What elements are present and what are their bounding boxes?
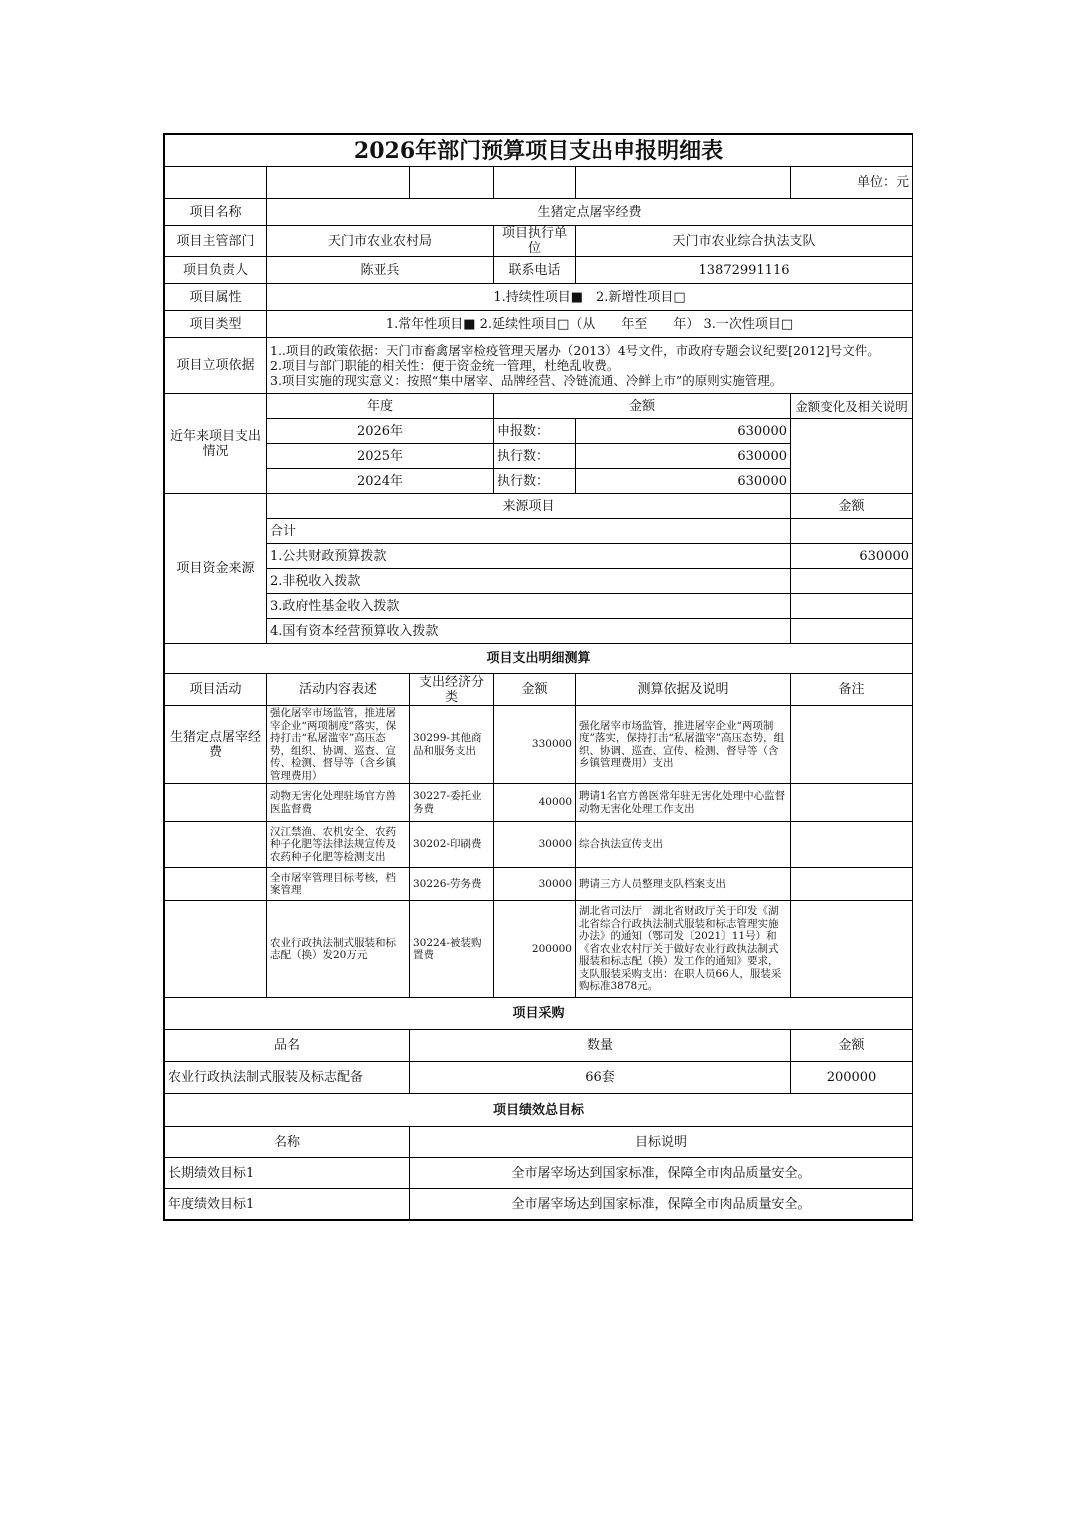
recent-kind: 执行数： (494, 469, 576, 494)
detail-activity (165, 822, 267, 868)
detail-header-remark: 备注 (791, 674, 913, 706)
value-phone: 13872991116 (576, 257, 913, 284)
recent-kind: 执行数： (494, 444, 576, 469)
budget-table (164, 134, 913, 1220)
unit-label: 单位：元 (791, 167, 913, 199)
performance-name: 长期绩效目标1 (165, 1158, 410, 1189)
blank-cell (410, 167, 494, 199)
funding-amount: 630000 (791, 544, 913, 569)
detail-content: 全市屠宰管理目标考核，档案管理 (267, 868, 410, 901)
funding-amount (791, 519, 913, 544)
label-executor: 项目执行单位 (494, 226, 576, 257)
detail-remark (791, 822, 913, 868)
detail-basis: 聘请三方人员整理支队档案支出 (576, 868, 791, 901)
detail-amount: 40000 (494, 784, 576, 822)
detail-content: 汉江禁渔、农机安全、农药种子化肥等法律法规宣传及农药种子化肥等检测支出 (267, 822, 410, 868)
procurement-amount: 200000 (791, 1062, 913, 1094)
blank-cell (165, 167, 267, 199)
detail-basis: 聘请1名官方兽医常年驻无害化处理中心监督动物无害化处理工作支出 (576, 784, 791, 822)
detail-econ: 30299-其他商品和服务支出 (410, 706, 494, 784)
funding-amount (791, 569, 913, 594)
detail-econ: 30227-委托业务费 (410, 784, 494, 822)
detail-content: 动物无害化处理驻场官方兽医监督费 (267, 784, 410, 822)
procurement-qty: 66套 (410, 1062, 791, 1094)
label-department: 项目主管部门 (165, 226, 267, 257)
detail-basis: 强化屠宰市场监管，推进屠宰企业“两项制度”落实，保持打击“私屠滥宰”高压态势，组织、协调、巡查、宣传、检测、督导等（含乡镇管理费用）支出 (576, 706, 791, 784)
detail-basis: 综合执法宣传支出 (576, 822, 791, 868)
funding-source: 3.政府性基金收入拨款 (267, 594, 791, 619)
funding-amount (791, 594, 913, 619)
performance-name: 年度绩效目标1 (165, 1189, 410, 1220)
detail-header-content: 活动内容表述 (267, 674, 410, 706)
procurement-header-qty: 数量 (410, 1030, 791, 1062)
label-leader: 项目负责人 (165, 257, 267, 284)
recent-amount: 630000 (576, 444, 791, 469)
label-project-name: 项目名称 (165, 199, 267, 226)
label-basis: 项目立项依据 (165, 338, 267, 394)
detail-remark (791, 868, 913, 901)
performance-desc: 全市屠宰场达到国家标准，保障全市肉品质量安全。 (410, 1189, 913, 1220)
detail-amount: 30000 (494, 822, 576, 868)
detail-econ: 30202-印刷费 (410, 822, 494, 868)
detail-activity (165, 784, 267, 822)
recent-amount: 630000 (576, 419, 791, 444)
detail-activity (165, 868, 267, 901)
procurement-item: 农业行政执法制式服装及标志配备 (165, 1062, 410, 1094)
recent-header-year: 年度 (267, 394, 494, 419)
detail-econ: 30226-劳务费 (410, 868, 494, 901)
section-detail: 项目支出明细测算 (165, 644, 913, 674)
label-funding: 项目资金来源 (165, 494, 267, 644)
funding-source: 4.国有资本经营预算收入拨款 (267, 619, 791, 644)
recent-year: 2024年 (267, 469, 494, 494)
recent-header-amount: 金额 (494, 394, 791, 419)
detail-activity (165, 901, 267, 998)
funding-amount (791, 619, 913, 644)
funding-header-source: 来源项目 (267, 494, 791, 519)
label-phone: 联系电话 (494, 257, 576, 284)
value-attribute: 1.持续性项目■ 2.新增性项目□ (267, 284, 913, 311)
budget-sheet (163, 133, 913, 1221)
performance-desc: 全市屠宰场达到国家标准，保障全市肉品质量安全。 (410, 1158, 913, 1189)
section-procurement: 项目采购 (165, 998, 913, 1030)
detail-header-activity: 项目活动 (165, 674, 267, 706)
performance-header-name: 名称 (165, 1127, 410, 1158)
detail-content: 农业行政执法制式服装和标志配（换）发20万元 (267, 901, 410, 998)
label-type: 项目类型 (165, 311, 267, 338)
detail-header-econ: 支出经济分类 (410, 674, 494, 706)
detail-remark (791, 784, 913, 822)
detail-header-basis: 测算依据及说明 (576, 674, 791, 706)
funding-source: 合计 (267, 519, 791, 544)
blank-cell (494, 167, 576, 199)
page-title: 2026年部门预算项目支出申报明细表 (165, 135, 913, 167)
recent-year: 2026年 (267, 419, 494, 444)
value-type: 1.常年性项目■ 2.延续性项目□（从 年至 年） 3.一次性项目□ (267, 311, 913, 338)
detail-econ: 30224-被装购置费 (410, 901, 494, 998)
detail-content: 强化屠宰市场监管，推进屠宰企业“两项制度”落实，保持打击“私屠滥宰”高压态势，组织、协调、巡查、宣传、检测、督导等（含乡镇管理费用） (267, 706, 410, 784)
recent-amount: 630000 (576, 469, 791, 494)
funding-header-amount: 金额 (791, 494, 913, 519)
detail-activity: 生猪定点屠宰经费 (165, 706, 267, 784)
detail-amount: 30000 (494, 868, 576, 901)
performance-header-desc: 目标说明 (410, 1127, 913, 1158)
label-recent: 近年来项目支出情况 (165, 394, 267, 494)
detail-amount: 330000 (494, 706, 576, 784)
value-leader: 陈亚兵 (267, 257, 494, 284)
detail-basis: 湖北省司法厅 湖北省财政厅关于印发《湖北省综合行政执法制式服装和标志管理实施办法》的通知（鄂司发〔2021〕11号）和《省农业农村厅关于做好农业行政执法制式服装和标志配（换）发工作的通知》要求，支队服装采购支出：在职人员66人，服装采购标准3878元。 (576, 901, 791, 998)
recent-note (791, 419, 913, 494)
recent-header-note: 金额变化及相关说明 (791, 394, 913, 419)
procurement-header-amount: 金额 (791, 1030, 913, 1062)
section-performance: 项目绩效总目标 (165, 1094, 913, 1127)
recent-year: 2025年 (267, 444, 494, 469)
value-basis: 1..项目的政策依据：天门市畜禽屠宰检疫管理天屠办（2013）4号文件，市政府专题会议纪要[2012]号文件。 2.项目与部门职能的相关性：便于资金统一管理，杜绝乱收费。 3.项目实施的现实意义：按照“集中屠宰、品牌经营、冷链流通、冷鲜上市”的原则实施管理。 (267, 338, 913, 394)
detail-remark (791, 901, 913, 998)
blank-cell (267, 167, 410, 199)
value-department: 天门市农业农村局 (267, 226, 494, 257)
recent-kind: 申报数： (494, 419, 576, 444)
blank-cell (576, 167, 791, 199)
detail-remark (791, 706, 913, 784)
detail-header-amount: 金额 (494, 674, 576, 706)
procurement-header-item: 品名 (165, 1030, 410, 1062)
label-attribute: 项目属性 (165, 284, 267, 311)
funding-source: 1.公共财政预算拨款 (267, 544, 791, 569)
detail-amount: 200000 (494, 901, 576, 998)
value-executor: 天门市农业综合执法支队 (576, 226, 913, 257)
funding-source: 2.非税收入拨款 (267, 569, 791, 594)
value-project-name: 生猪定点屠宰经费 (267, 199, 913, 226)
